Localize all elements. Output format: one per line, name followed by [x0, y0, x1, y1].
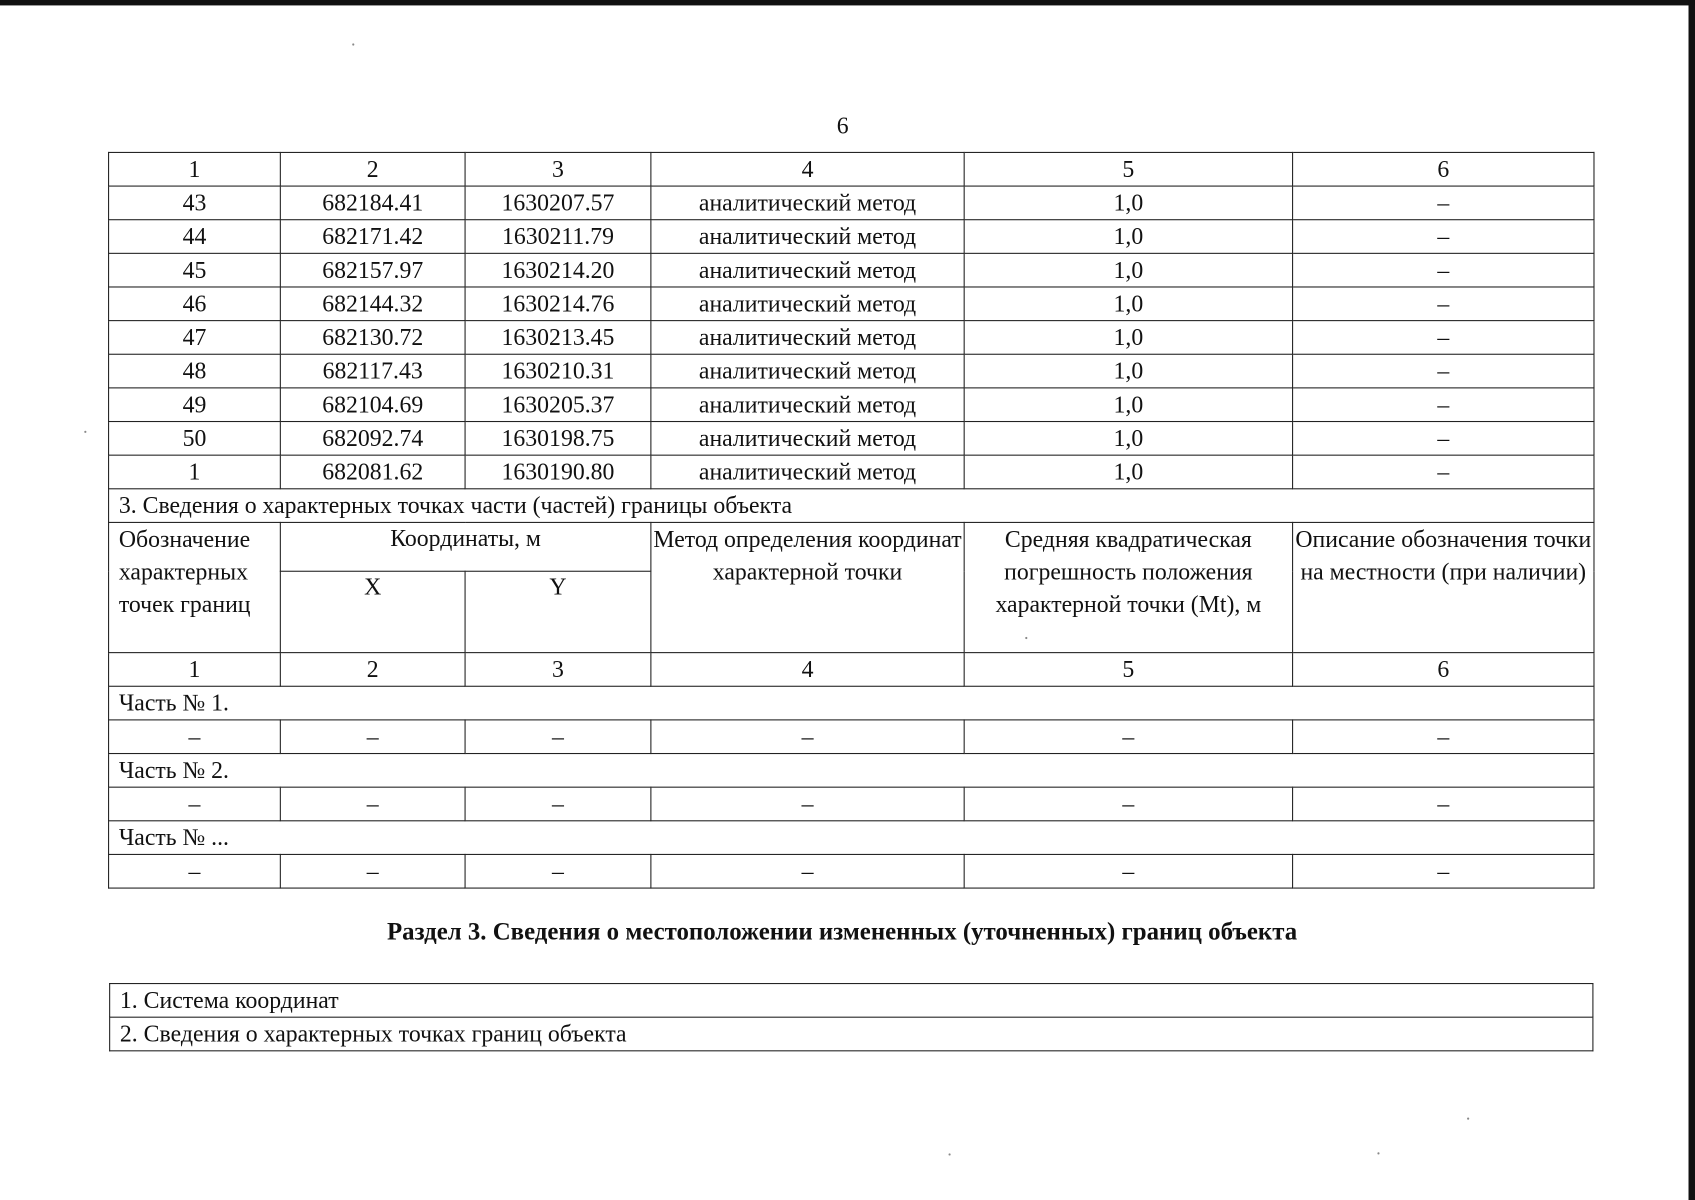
point-description: – — [1293, 354, 1594, 388]
column-number: 3 — [465, 653, 651, 687]
table-row — [109, 720, 1594, 754]
header-description: Описание обозначения точки на местности (при наличии) — [1293, 522, 1594, 652]
part-label: Часть № ... — [109, 821, 1594, 855]
point-method: аналитический метод — [651, 354, 964, 388]
point-y: 1630207.57 — [465, 186, 651, 220]
point-description: – — [1293, 388, 1594, 422]
point-method: аналитический метод — [651, 253, 964, 287]
scan-border-top — [0, 0, 1695, 5]
point-error: 1,0 — [964, 186, 1292, 220]
point-method: аналитический метод — [651, 220, 964, 254]
table-row — [109, 220, 1594, 254]
part-cell: – — [280, 720, 465, 754]
column-number: 5 — [964, 653, 1292, 687]
point-x: 682171.42 — [280, 220, 465, 254]
header-y: Y — [465, 571, 651, 652]
point-id: 49 — [109, 388, 281, 422]
part-cell: – — [964, 787, 1292, 821]
point-error: 1,0 — [964, 388, 1292, 422]
part-cell: – — [465, 854, 651, 888]
point-x: 682184.41 — [280, 186, 465, 220]
part-label-row — [109, 686, 1594, 720]
point-id: 50 — [109, 422, 281, 456]
point-method: аналитический метод — [651, 455, 964, 489]
scan-speck — [1025, 637, 1027, 639]
table-row — [109, 287, 1594, 321]
column-number: 5 — [964, 152, 1292, 186]
point-y: 1630214.76 — [465, 287, 651, 321]
point-id: 44 — [109, 220, 281, 254]
part-label: Часть № 1. — [109, 686, 1594, 720]
point-description: – — [1293, 455, 1594, 489]
part-label-row — [109, 821, 1594, 855]
part-cell: – — [109, 720, 281, 754]
column-number-row — [109, 653, 1594, 687]
part-cell: – — [964, 720, 1292, 754]
point-method: аналитический метод — [651, 186, 964, 220]
section3-heading: Раздел 3. Сведения о местоположении измененных (уточненных) границ объекта — [387, 917, 1298, 946]
table-row — [109, 854, 1594, 888]
header-x: X — [280, 571, 465, 652]
part-cell: – — [651, 720, 964, 754]
point-description: – — [1293, 220, 1594, 254]
point-id: 45 — [109, 253, 281, 287]
scan-speck — [352, 43, 354, 45]
scan-speck — [84, 431, 86, 433]
point-description: – — [1293, 422, 1594, 456]
parts-header-row — [109, 522, 1594, 571]
point-description: – — [1293, 186, 1594, 220]
part-cell: – — [651, 787, 964, 821]
point-y: 1630214.20 — [465, 253, 651, 287]
point-id: 43 — [109, 186, 281, 220]
point-id: 48 — [109, 354, 281, 388]
header-designation: Обозначение характерных точек границ — [109, 522, 281, 652]
point-y: 1630198.75 — [465, 422, 651, 456]
header-method: Метод определения координат характерной точки — [651, 522, 964, 652]
point-x: 682081.62 — [280, 455, 465, 489]
point-y: 1630190.80 — [465, 455, 651, 489]
point-description: – — [1293, 253, 1594, 287]
point-x: 682157.97 — [280, 253, 465, 287]
part-cell: – — [1293, 787, 1594, 821]
parts-section-title-row — [109, 489, 1594, 523]
table-row — [109, 253, 1594, 287]
table-row — [109, 186, 1594, 220]
table-row — [109, 422, 1594, 456]
point-x: 682130.72 — [280, 321, 465, 355]
point-id: 47 — [109, 321, 281, 355]
column-number: 1 — [109, 152, 281, 186]
point-y: 1630205.37 — [465, 388, 651, 422]
point-method: аналитический метод — [651, 321, 964, 355]
column-number: 1 — [109, 653, 281, 687]
column-number: 3 — [465, 152, 651, 186]
part-cell: – — [109, 787, 281, 821]
column-number: 4 — [651, 653, 964, 687]
point-x: 682092.74 — [280, 422, 465, 456]
column-number: 6 — [1293, 653, 1594, 687]
scan-speck — [949, 1153, 951, 1155]
header-error: Средняя квадратическая погрешность положения характерной точки (Mt), м — [964, 522, 1292, 652]
boundary-points-table — [108, 152, 1594, 889]
part-cell: – — [109, 854, 281, 888]
point-description: – — [1293, 287, 1594, 321]
point-method: аналитический метод — [651, 422, 964, 456]
section3-row: 1. Система координат — [110, 984, 1593, 1018]
part-cell: – — [280, 854, 465, 888]
point-y: 1630213.45 — [465, 321, 651, 355]
part-cell: – — [964, 854, 1292, 888]
part-cell: – — [1293, 854, 1594, 888]
point-error: 1,0 — [964, 455, 1292, 489]
table-row — [109, 455, 1594, 489]
point-error: 1,0 — [964, 253, 1292, 287]
table-row — [109, 787, 1594, 821]
scan-speck — [1467, 1118, 1469, 1120]
point-error: 1,0 — [964, 321, 1292, 355]
point-error: 1,0 — [964, 220, 1292, 254]
table-row — [110, 1017, 1593, 1051]
parts-section-title: 3. Сведения о характерных точках части (частей) границы объекта — [109, 489, 1594, 523]
column-number: 2 — [280, 653, 465, 687]
point-error: 1,0 — [964, 354, 1292, 388]
part-cell: – — [465, 787, 651, 821]
header-coordinates: Координаты, м — [280, 522, 651, 571]
point-y: 1630210.31 — [465, 354, 651, 388]
table-row — [109, 321, 1594, 355]
section3-table — [109, 983, 1593, 1051]
point-error: 1,0 — [964, 422, 1292, 456]
column-number: 2 — [280, 152, 465, 186]
point-method: аналитический метод — [651, 287, 964, 321]
point-y: 1630211.79 — [465, 220, 651, 254]
column-number-row — [109, 152, 1594, 186]
part-cell: – — [465, 720, 651, 754]
page-number: 6 — [836, 111, 849, 139]
point-description: – — [1293, 321, 1594, 355]
point-error: 1,0 — [964, 287, 1292, 321]
scan-border-right — [1689, 0, 1695, 1200]
point-id: 46 — [109, 287, 281, 321]
section3-row: 2. Сведения о характерных точках границ объекта — [110, 1017, 1593, 1051]
point-method: аналитический метод — [651, 388, 964, 422]
part-cell: – — [1293, 720, 1594, 754]
scan-speck — [1377, 1152, 1379, 1154]
part-label-row — [109, 754, 1594, 788]
part-label: Часть № 2. — [109, 754, 1594, 788]
table-row — [110, 984, 1593, 1018]
column-number: 6 — [1293, 152, 1594, 186]
point-x: 682144.32 — [280, 287, 465, 321]
part-cell: – — [280, 787, 465, 821]
part-cell: – — [651, 854, 964, 888]
column-number: 4 — [651, 152, 964, 186]
point-id: 1 — [109, 455, 281, 489]
table-row — [109, 388, 1594, 422]
table-row — [109, 354, 1594, 388]
point-x: 682117.43 — [280, 354, 465, 388]
point-x: 682104.69 — [280, 388, 465, 422]
